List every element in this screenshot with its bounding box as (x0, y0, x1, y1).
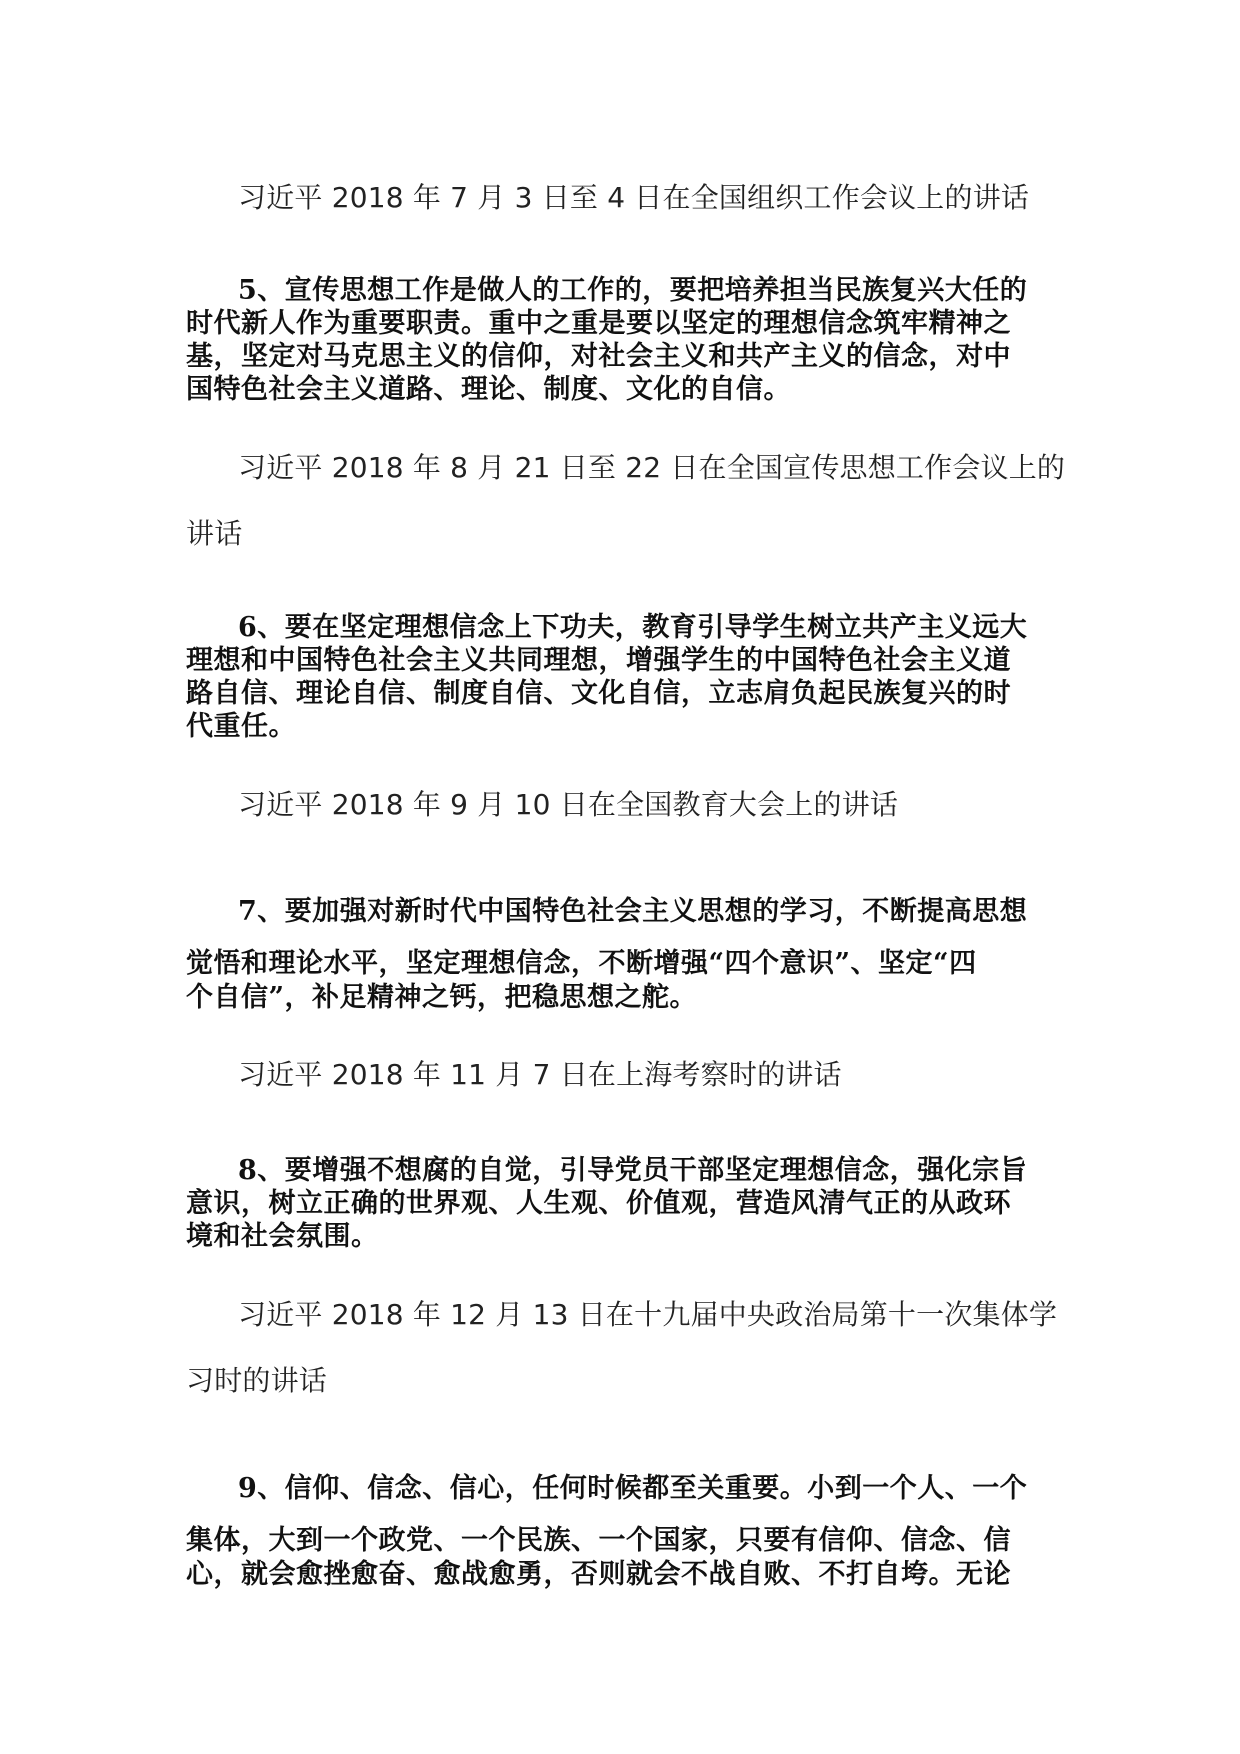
quote-6-line-4: 代重任。 (186, 711, 296, 742)
quote-6-line-1: 6、要在坚定理想信念上下功夫，教育引导学生树立共产主义远大 (238, 612, 1028, 643)
quote-8-line-3: 境和社会氛围。 (186, 1221, 379, 1252)
source-line-4: 习近平 2018 年 11 月 7 日在上海考察时的讲话 (238, 1058, 842, 1091)
quote-7-line-2: 觉悟和理论水平，坚定理想信念，不断增强“四个意识”、坚定“四 (186, 948, 977, 979)
quote-7-line-1: 7、要加强对新时代中国特色社会主义思想的学习，不断提高思想 (238, 896, 1028, 927)
quote-5-line-2: 时代新人作为重要职责。重中之重是要以坚定的理想信念筑牢精神之 (186, 308, 1011, 339)
quote-9-line-3: 心，就会愈挫愈奋、愈战愈勇，否则就会不战自败、不打自垮。无论 (186, 1559, 1011, 1590)
quote-6-line-2: 理想和中国特色社会主义共同理想，增强学生的中国特色社会主义道 (186, 645, 1011, 676)
source-line-2-cont: 讲话 (186, 517, 243, 550)
source-line-2: 习近平 2018 年 8 月 21 日至 22 日在全国宣传思想工作会议上的 (238, 451, 1066, 484)
source-line-5: 习近平 2018 年 12 月 13 日在十九届中央政治局第十一次集体学 (238, 1298, 1058, 1331)
quote-9-line-1: 9、信仰、信念、信心，任何时候都至关重要。小到一个人、一个 (238, 1473, 1028, 1504)
quote-5-line-3: 基，坚定对马克思主义的信仰，对社会主义和共产主义的信念，对中 (186, 341, 1011, 372)
quote-7-line-3: 个自信”，补足精神之钙，把稳思想之舵。 (186, 982, 698, 1013)
quote-5-line-4: 国特色社会主义道路、理论、制度、文化的自信。 (186, 374, 791, 405)
quote-6-line-3: 路自信、理论自信、制度自信、文化自信，立志肩负起民族复兴的时 (186, 678, 1011, 709)
quote-8-line-1: 8、要增强不想腐的自觉，引导党员干部坚定理想信念，强化宗旨 (238, 1155, 1028, 1186)
source-line-5-cont: 习时的讲话 (186, 1364, 328, 1397)
source-line-3: 习近平 2018 年 9 月 10 日在全国教育大会上的讲话 (238, 788, 899, 821)
quote-9-line-2: 集体，大到一个政党、一个民族、一个国家，只要有信仰、信念、信 (186, 1525, 1011, 1556)
quote-8-line-2: 意识，树立正确的世界观、人生观、价值观，营造风清气正的从政环 (186, 1188, 1011, 1219)
quote-5-line-1: 5、宣传思想工作是做人的工作的，要把培养担当民族复兴大任的 (238, 275, 1028, 306)
source-line-1: 习近平 2018 年 7 月 3 日至 4 日在全国组织工作会议上的讲话 (238, 181, 1030, 214)
